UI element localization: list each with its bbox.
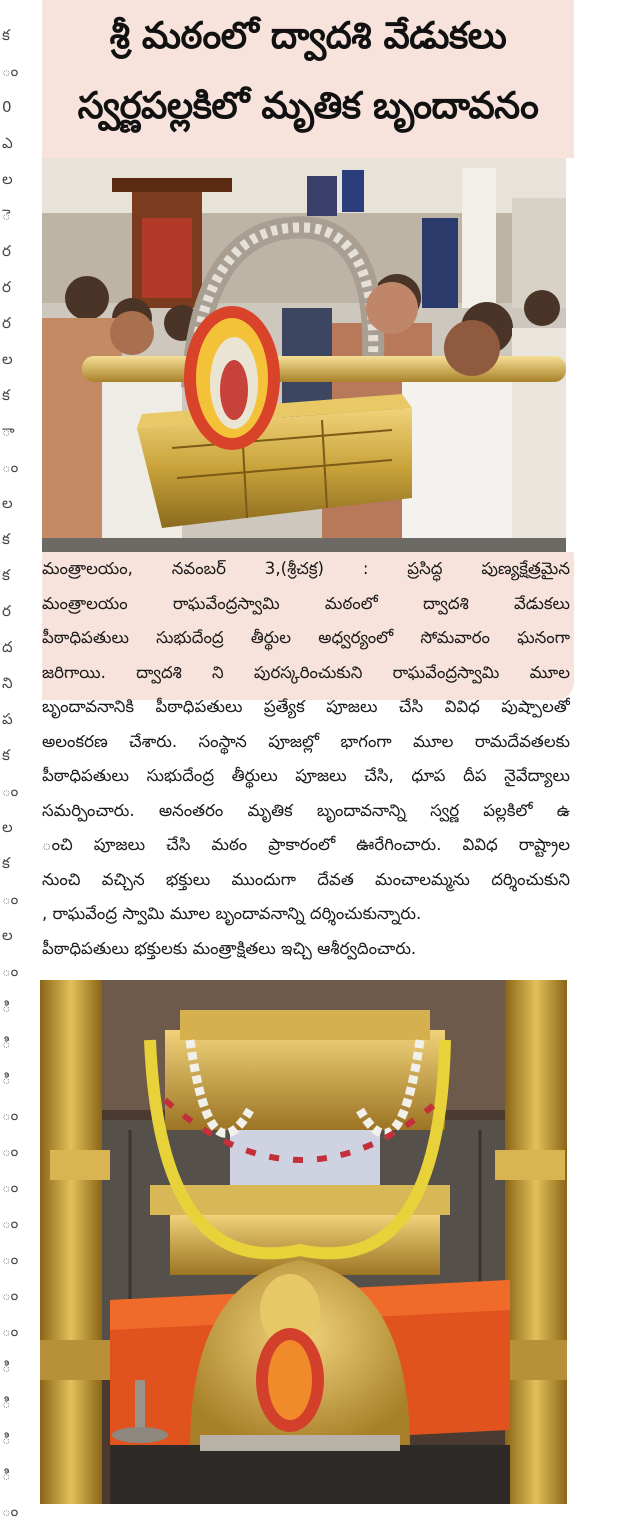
- margin-glyph: ం: [2, 1178, 19, 1196]
- margin-glyph: ం: [2, 1322, 19, 1340]
- margin-glyph: ర: [2, 278, 11, 296]
- margin-glyph: ా: [2, 422, 15, 440]
- margin-glyph: ల: [2, 350, 13, 368]
- article-line: బృందావనానికి పీఠాధిపతులు ప్రత్యేక పూజలు చేసి వివిధ పుష్పాలతో: [42, 697, 570, 716]
- neighbour-column-sliver: [0, 0, 22, 1534]
- margin-glyph: ి: [2, 1034, 11, 1052]
- article-line: జరిగాయి. ద్వాదశి ని పురస్కరించుకుని రాఘవేంద్రస్వామి మూల: [42, 662, 570, 682]
- margin-glyph: ం: [2, 62, 19, 80]
- margin-glyph: క: [2, 854, 10, 872]
- brindavanam-shrine-photo: [40, 980, 567, 1504]
- margin-glyph: ం: [2, 458, 19, 476]
- article-line: , రాఘవేంద్ర స్వామి మూల బృందావనాన్ని దర్శించుకున్నారు.: [42, 904, 422, 923]
- margin-glyph: క: [2, 566, 10, 584]
- margin-glyph: క: [2, 26, 10, 44]
- headline-line-1: శ్రీ మఠంలో ద్వాదశి వేడుకలు: [109, 14, 507, 57]
- article-line: పీఠాధిపతులు సుభుదేంద్ర తీర్థుల అధ్వర్యంలో సోమవారం ఘనంగా: [42, 628, 570, 647]
- margin-glyph: ం: [2, 782, 19, 800]
- margin-glyph: ర: [2, 242, 11, 260]
- article-line: సమర్పించారు. అనంతరం మృతిక బృందావనాన్ని స్వర్ణ పల్లకిలో ఉ: [42, 800, 570, 820]
- margin-glyph: ని: [2, 674, 13, 692]
- palanquin-procession-photo: [42, 158, 566, 552]
- margin-glyph: ల: [2, 170, 13, 188]
- article-line: మంత్రాలయం రాఘవేంద్రస్వామి మఠంలో ద్వాదశి వేడుకలు: [42, 593, 570, 613]
- article-body: [42, 552, 570, 966]
- margin-glyph: ం: [2, 962, 19, 980]
- margin-glyph: ర: [2, 314, 11, 332]
- margin-glyph: ం: [2, 1250, 19, 1268]
- margin-glyph: ం: [2, 890, 19, 908]
- margin-glyph: క: [2, 386, 10, 404]
- article-line: నుంచి వచ్చిన భక్తులు ముందుగా దేవత మంచాలమ్మను దర్శించుకుని: [42, 869, 570, 889]
- margin-glyph: ం: [2, 1142, 19, 1160]
- headline-box: [42, 0, 574, 158]
- margin-glyph: ి: [2, 1430, 11, 1448]
- article-line: పీఠాధిపతులు సుభుదేంద్ర తీర్థులు పూజలు చేసి, ధూప దీప నైవేద్యాలు: [42, 766, 570, 785]
- margin-glyph: ఎ: [2, 134, 13, 152]
- margin-glyph: ం: [2, 1106, 19, 1124]
- article-line: మంత్రాలయం, నవంబర్ 3,(శ్రీచక్ర) : ప్రసిద్ధ పుణ్యక్షేత్రమైన: [42, 559, 570, 578]
- article-line: ంచి పూజలు చేసి మఠం ప్రాకారంలో ఊరేగించారు. వివిధ రాష్ట్రాల: [42, 835, 570, 854]
- margin-glyph: ి: [2, 1358, 11, 1376]
- margin-glyph: ి: [2, 1466, 11, 1484]
- margin-glyph: ప: [2, 710, 13, 728]
- margin-glyph: క: [2, 530, 10, 548]
- article-line: అలంకరణ చేశారు. సంస్థాన పూజల్లో భాగంగా మూల రామదేవతలకు: [42, 731, 570, 751]
- margin-glyph: ల: [2, 926, 13, 944]
- margin-glyph: ి: [2, 998, 11, 1016]
- margin-glyph: ం: [2, 1502, 19, 1520]
- margin-glyph: క: [2, 746, 10, 764]
- margin-glyph: 0: [2, 98, 12, 116]
- margin-glyph: ల: [2, 494, 13, 512]
- margin-glyph: ం: [2, 1214, 19, 1232]
- headline-line-2: స్వర్ణపల్లకిలో మృతిక బృందావనం: [77, 84, 539, 127]
- margin-glyph: ద: [2, 638, 13, 656]
- margin-glyph: ి: [2, 1394, 11, 1412]
- margin-glyph: ె: [2, 206, 11, 224]
- article-line: పీఠాధిపతులు భక్తులకు మంత్రాక్షితలు ఇచ్చి ఆశీర్వదించారు.: [42, 938, 417, 958]
- margin-glyph: ం: [2, 1286, 19, 1304]
- margin-glyph: ల: [2, 818, 13, 836]
- margin-glyph: ి: [2, 1070, 11, 1088]
- margin-glyph: ర: [2, 602, 11, 620]
